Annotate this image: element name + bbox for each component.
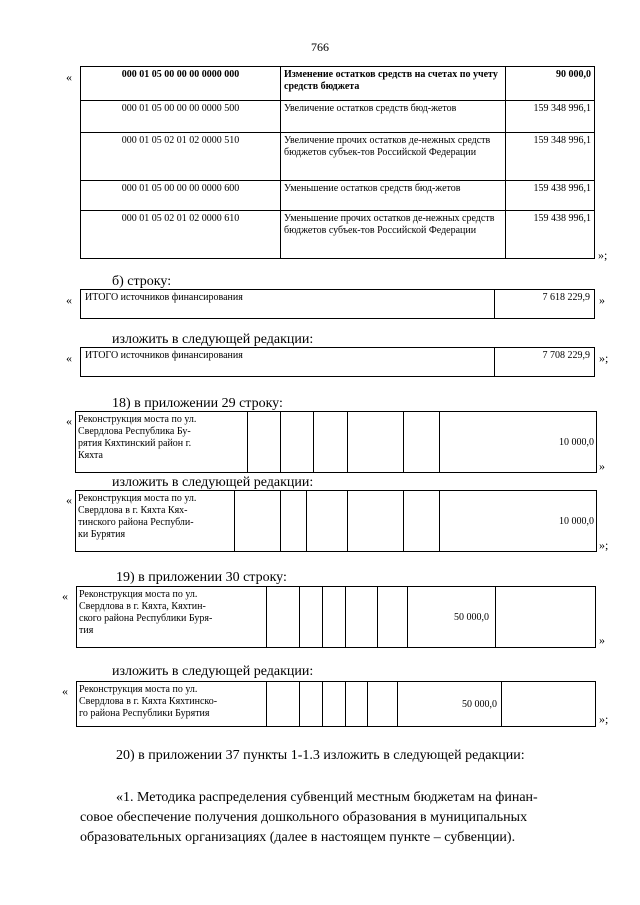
code-cell: 000 01 05 00 00 00 0000 600: [81, 181, 281, 211]
text-line: Реконструкция моста по ул.: [78, 414, 197, 425]
divider: [439, 491, 440, 551]
divider: [397, 682, 398, 726]
amount: 50 000,0: [454, 612, 489, 623]
table-row: [81, 133, 595, 181]
divider: [495, 587, 496, 647]
value-cell: 159 438 996,1: [506, 211, 595, 259]
divider: [306, 491, 307, 551]
divider: [280, 491, 281, 551]
itogo-row-new: [80, 347, 595, 377]
divider: [345, 682, 346, 726]
code-cell: 000 01 05 02 01 02 0000 510: [81, 133, 281, 181]
appendix29-row-old: [75, 411, 597, 473]
text-line: ского района Республики Буря-: [79, 613, 213, 624]
text-line: тинского района Республи-: [78, 517, 194, 528]
text-line: Реконструкция моста по ул.: [78, 493, 197, 504]
open-quote: «: [62, 589, 68, 603]
open-quote: «: [62, 684, 68, 698]
amount: 10 000,0: [559, 437, 594, 448]
name-cell: [78, 493, 244, 541]
divider: [347, 412, 348, 472]
divider: [280, 412, 281, 472]
divider: [403, 412, 404, 472]
text-line: Реконструкция моста по ул.: [79, 589, 198, 600]
close-quote: »;: [599, 712, 609, 726]
divider: [299, 682, 300, 726]
close-quote: »: [599, 633, 605, 647]
divider: [234, 491, 235, 551]
text-line: Кяхта: [78, 450, 103, 461]
divider: [299, 587, 300, 647]
section-heading: 18) в приложении 29 строку:: [112, 396, 283, 411]
value-cell: 90 000,0: [506, 67, 595, 101]
text-line: Свердлова Республика Бу-: [78, 426, 191, 437]
open-quote: «: [66, 293, 72, 307]
name-cell: [79, 684, 263, 720]
text-line: совое обеспечение получения дошкольного образования в муниципальных: [80, 810, 528, 825]
sources-table: [80, 66, 595, 259]
name-cell: Увеличение прочих остатков де-нежных средств бюджетов субъек-тов Российской Федерации: [281, 133, 506, 181]
divider: [322, 682, 323, 726]
itogo-label: ИТОГО источников финансирования: [85, 350, 243, 361]
close-quote: »: [599, 293, 605, 307]
text-line: рятия Кяхтинский район г.: [78, 438, 192, 449]
itogo-value: 7 618 229,9: [542, 292, 590, 303]
text-line: Свердлова в г. Кяхта Кях-: [78, 505, 188, 516]
close-quote: »: [599, 459, 605, 473]
name-cell: Увеличение остатков средств бюд-жетов: [281, 101, 506, 133]
methodology-paragraph: [80, 788, 578, 848]
text-line: Свердлова в г. Кяхта, Кяхтин-: [79, 601, 206, 612]
divider: [266, 587, 267, 647]
value-cell: 159 348 996,1: [506, 101, 595, 133]
close-quote: »;: [598, 248, 608, 262]
divider: [345, 587, 346, 647]
divider: [377, 587, 378, 647]
name-cell: Уменьшение остатков средств бюд-жетов: [281, 181, 506, 211]
name-cell: Уменьшение прочих остатков де-нежных средств бюджетов субъек-тов Российской Федерации: [281, 211, 506, 259]
text-line: го района Республики Бурятия: [79, 708, 210, 719]
amount: 50 000,0: [462, 699, 497, 710]
divider: [322, 587, 323, 647]
close-quote: »;: [599, 538, 609, 552]
itogo-row-old: [80, 289, 595, 319]
text-line: Свердлова в г. Кяхта Кяхтинско-: [79, 696, 218, 707]
appendix30-row-old: [76, 586, 596, 648]
name-cell: [78, 414, 244, 462]
appendix30-row-new: [76, 681, 596, 727]
divider: [266, 682, 267, 726]
open-quote: «: [66, 351, 72, 365]
code-cell: 000 01 05 02 01 02 0000 610: [81, 211, 281, 259]
table-row: [81, 101, 595, 133]
section-heading: 19) в приложении 30 строку:: [116, 570, 287, 585]
section-heading: изложить в следующей редакции:: [112, 664, 314, 679]
text-line: Реконструкция моста по ул.: [79, 684, 198, 695]
open-quote: «: [66, 414, 72, 428]
code-cell: 000 01 05 00 00 00 0000 500: [81, 101, 281, 133]
table-row: [81, 67, 595, 101]
itogo-value: 7 708 229,9: [542, 350, 590, 361]
divider: [501, 682, 502, 726]
close-quote: »;: [599, 351, 609, 365]
open-quote: «: [66, 70, 72, 84]
appendix29-row-new: [75, 490, 597, 552]
divider: [439, 412, 440, 472]
text-line: «1. Методика распределения субвенций местным бюджетам на финан-: [116, 790, 538, 805]
text-line: образовательных организациях (далее в настоящем пункте – субвенции).: [80, 830, 516, 845]
section-heading: изложить в следующей редакции:: [112, 332, 314, 347]
value-cell: 159 438 996,1: [506, 181, 595, 211]
text-line: ки Бурятия: [78, 529, 126, 540]
divider: [494, 348, 495, 376]
amount: 10 000,0: [559, 516, 594, 527]
code-cell: 000 01 05 00 00 00 0000 000: [81, 67, 281, 101]
name-cell: [79, 589, 263, 637]
divider: [407, 587, 408, 647]
page-number: 766: [311, 40, 329, 54]
name-cell: Изменение остатков средств на счетах по учету средств бюджета: [281, 67, 506, 101]
divider: [403, 491, 404, 551]
divider: [347, 491, 348, 551]
value-cell: 159 348 996,1: [506, 133, 595, 181]
section-heading: б) строку:: [112, 274, 172, 289]
text-line: тия: [79, 625, 94, 636]
table-row: [81, 181, 595, 211]
itogo-label: ИТОГО источников финансирования: [85, 292, 243, 303]
section-heading: изложить в следующей редакции:: [112, 475, 314, 490]
divider: [313, 412, 314, 472]
section-heading: 20) в приложении 37 пункты 1-1.3 изложить в следующей редакции:: [116, 748, 525, 763]
open-quote: «: [66, 493, 72, 507]
divider: [367, 682, 368, 726]
divider: [247, 412, 248, 472]
divider: [494, 290, 495, 318]
table-row: [81, 211, 595, 259]
